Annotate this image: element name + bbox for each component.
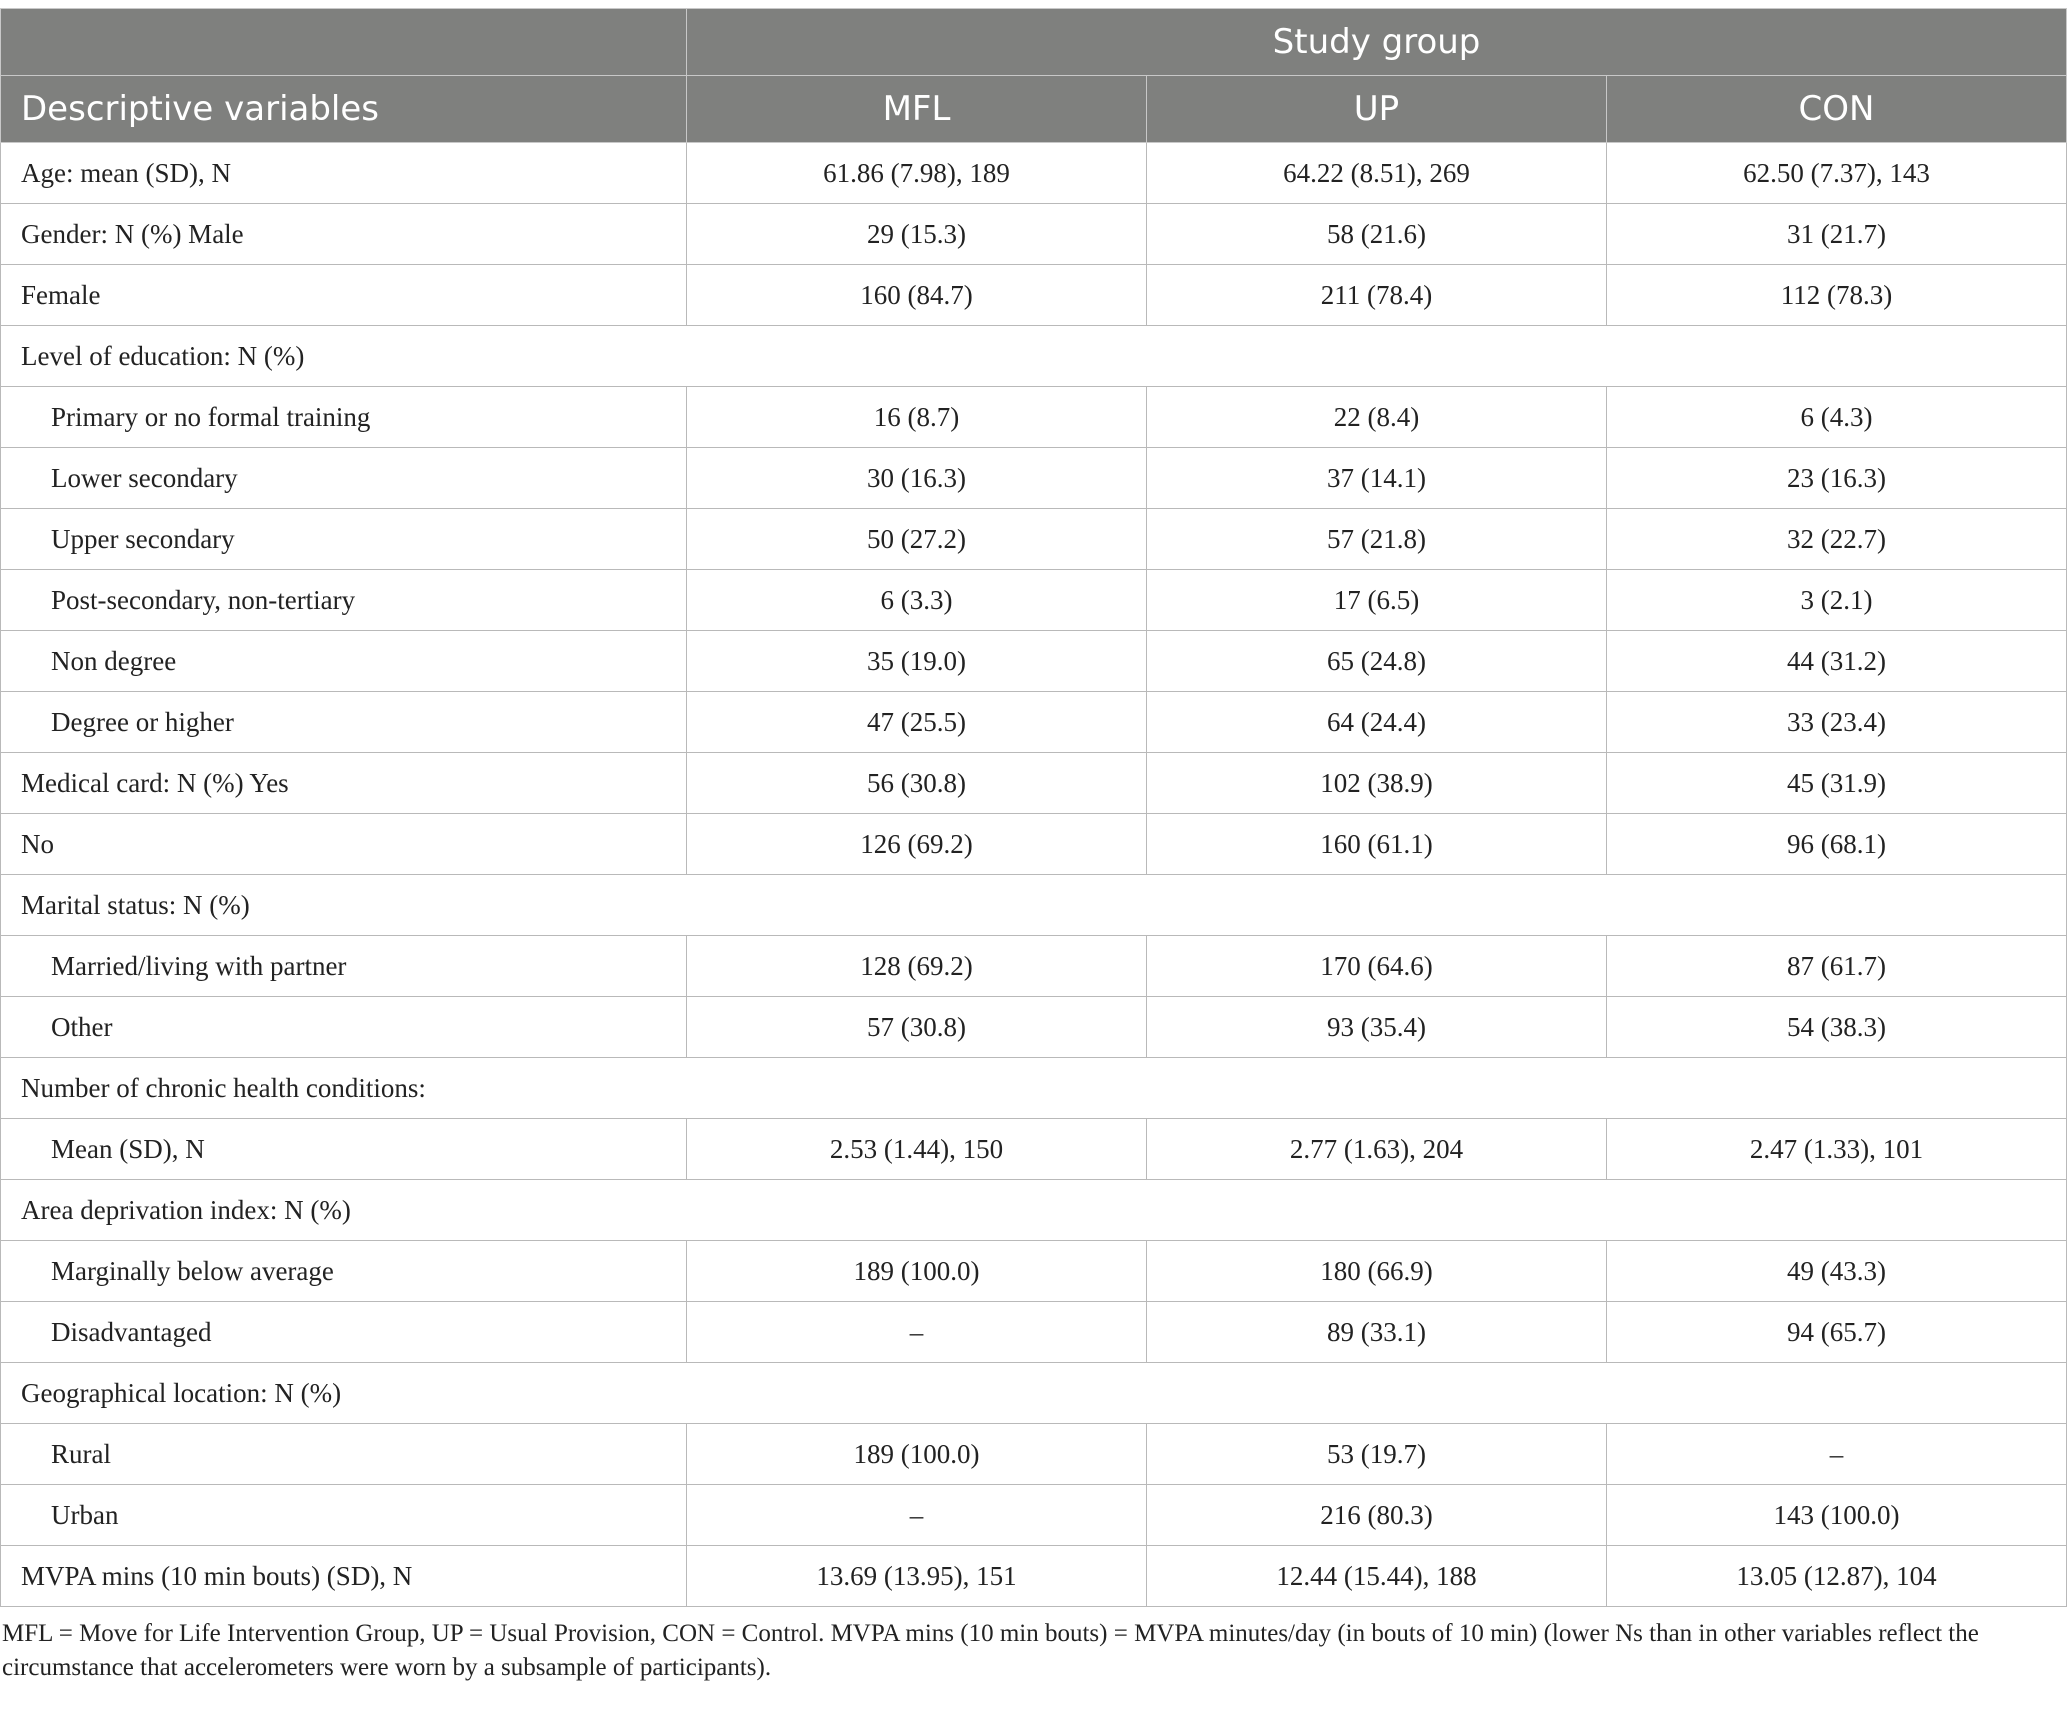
- column-header-mfl: MFL: [687, 76, 1147, 143]
- row-value-up: 12.44 (15.44), 188: [1147, 1546, 1607, 1607]
- row-value-mfl: 13.69 (13.95), 151: [687, 1546, 1147, 1607]
- table-row: [1, 631, 2067, 692]
- table-footnote: MFL = Move for Life Intervention Group, UP = Usual Provision, CON = Control. MVPA mins (10 min bouts) = MVPA minutes/day (in bouts of 10 min) (lower Ns than in other variables reflect the circumstance that accelerometers were worn by a subsample of participants).: [2, 1620, 1979, 1681]
- row-label: Non degree: [1, 631, 687, 692]
- table-row: [1, 692, 2067, 753]
- row-value-mfl: 29 (15.3): [687, 204, 1147, 265]
- row-label: Level of education: N (%): [1, 326, 2067, 387]
- row-label: Other: [1, 997, 687, 1058]
- table-row: [1, 1119, 2067, 1180]
- row-value-mfl: 128 (69.2): [687, 936, 1147, 997]
- variables-column-header: Descriptive variables: [1, 76, 687, 143]
- row-value-con: 6 (4.3): [1607, 387, 2067, 448]
- row-value-mfl: 57 (30.8): [687, 997, 1147, 1058]
- row-value-con: 32 (22.7): [1607, 509, 2067, 570]
- row-value-up: 53 (19.7): [1147, 1424, 1607, 1485]
- table-row: [1, 509, 2067, 570]
- header-row-group: [1, 9, 2067, 76]
- table-row: [1, 936, 2067, 997]
- row-value-up: 37 (14.1): [1147, 448, 1607, 509]
- table-section-row: [1, 875, 2067, 936]
- row-label: Urban: [1, 1485, 687, 1546]
- row-value-mfl: 30 (16.3): [687, 448, 1147, 509]
- row-value-con: 13.05 (12.87), 104: [1607, 1546, 2067, 1607]
- row-value-con: –: [1607, 1424, 2067, 1485]
- row-value-con: 23 (16.3): [1607, 448, 2067, 509]
- row-value-mfl: 189 (100.0): [687, 1424, 1147, 1485]
- row-value-mfl: 61.86 (7.98), 189: [687, 143, 1147, 204]
- row-value-con: 54 (38.3): [1607, 997, 2067, 1058]
- row-value-up: 64.22 (8.51), 269: [1147, 143, 1607, 204]
- row-label: Rural: [1, 1424, 687, 1485]
- row-label: MVPA mins (10 min bouts) (SD), N: [1, 1546, 687, 1607]
- row-value-con: 44 (31.2): [1607, 631, 2067, 692]
- row-label: Mean (SD), N: [1, 1119, 687, 1180]
- table-row: [1, 753, 2067, 814]
- row-label: No: [1, 814, 687, 875]
- row-value-up: 211 (78.4): [1147, 265, 1607, 326]
- table-body: [1, 143, 2067, 1607]
- row-label: Female: [1, 265, 687, 326]
- study-group-header: Study group: [687, 9, 2067, 76]
- row-value-con: 33 (23.4): [1607, 692, 2067, 753]
- row-label: Lower secondary: [1, 448, 687, 509]
- row-value-up: 216 (80.3): [1147, 1485, 1607, 1546]
- row-value-up: 170 (64.6): [1147, 936, 1607, 997]
- table-row: [1, 204, 2067, 265]
- row-label: Marital status: N (%): [1, 875, 2067, 936]
- row-value-con: 2.47 (1.33), 101: [1607, 1119, 2067, 1180]
- row-value-mfl: –: [687, 1485, 1147, 1546]
- table-row: [1, 570, 2067, 631]
- row-value-up: 65 (24.8): [1147, 631, 1607, 692]
- table-section-row: [1, 1363, 2067, 1424]
- row-value-mfl: 50 (27.2): [687, 509, 1147, 570]
- row-value-up: 89 (33.1): [1147, 1302, 1607, 1363]
- table-row: [1, 387, 2067, 448]
- row-value-mfl: 2.53 (1.44), 150: [687, 1119, 1147, 1180]
- table-row: [1, 265, 2067, 326]
- table-section-row: [1, 326, 2067, 387]
- row-value-mfl: 126 (69.2): [687, 814, 1147, 875]
- table-row: [1, 1485, 2067, 1546]
- row-value-con: 62.50 (7.37), 143: [1607, 143, 2067, 204]
- column-header-con: CON: [1607, 76, 2067, 143]
- row-value-con: 94 (65.7): [1607, 1302, 2067, 1363]
- row-value-up: 93 (35.4): [1147, 997, 1607, 1058]
- row-label: Post-secondary, non-tertiary: [1, 570, 687, 631]
- row-value-mfl: 16 (8.7): [687, 387, 1147, 448]
- row-value-con: 3 (2.1): [1607, 570, 2067, 631]
- table-row: [1, 814, 2067, 875]
- row-value-mfl: 189 (100.0): [687, 1241, 1147, 1302]
- row-label: Primary or no formal training: [1, 387, 687, 448]
- row-label: Marginally below average: [1, 1241, 687, 1302]
- descriptive-table: [0, 8, 2067, 1607]
- table-section-row: [1, 1180, 2067, 1241]
- row-value-con: 112 (78.3): [1607, 265, 2067, 326]
- row-label: Number of chronic health conditions:: [1, 1058, 2067, 1119]
- row-label: Disadvantaged: [1, 1302, 687, 1363]
- row-value-con: 143 (100.0): [1607, 1485, 2067, 1546]
- table-row: [1, 448, 2067, 509]
- table-header: [1, 9, 2067, 143]
- table-section-row: [1, 1058, 2067, 1119]
- row-value-con: 87 (61.7): [1607, 936, 2067, 997]
- row-value-mfl: 6 (3.3): [687, 570, 1147, 631]
- row-label: Upper secondary: [1, 509, 687, 570]
- table-row: [1, 1424, 2067, 1485]
- row-label: Area deprivation index: N (%): [1, 1180, 2067, 1241]
- header-row-columns: [1, 76, 2067, 143]
- row-value-up: 160 (61.1): [1147, 814, 1607, 875]
- row-value-mfl: 35 (19.0): [687, 631, 1147, 692]
- row-value-up: 180 (66.9): [1147, 1241, 1607, 1302]
- row-value-mfl: 56 (30.8): [687, 753, 1147, 814]
- column-header-up: UP: [1147, 76, 1607, 143]
- table-row: [1, 143, 2067, 204]
- table-row: [1, 997, 2067, 1058]
- row-value-up: 102 (38.9): [1147, 753, 1607, 814]
- table-row: [1, 1302, 2067, 1363]
- row-value-con: 96 (68.1): [1607, 814, 2067, 875]
- row-value-up: 2.77 (1.63), 204: [1147, 1119, 1607, 1180]
- table-row: [1, 1546, 2067, 1607]
- row-value-up: 17 (6.5): [1147, 570, 1607, 631]
- row-value-up: 22 (8.4): [1147, 387, 1607, 448]
- row-value-up: 57 (21.8): [1147, 509, 1607, 570]
- row-label: Geographical location: N (%): [1, 1363, 2067, 1424]
- row-label: Medical card: N (%) Yes: [1, 753, 687, 814]
- table-row: [1, 1241, 2067, 1302]
- row-label: Degree or higher: [1, 692, 687, 753]
- row-value-up: 58 (21.6): [1147, 204, 1607, 265]
- row-value-mfl: 160 (84.7): [687, 265, 1147, 326]
- row-value-con: 45 (31.9): [1607, 753, 2067, 814]
- row-value-up: 64 (24.4): [1147, 692, 1607, 753]
- table-container: [0, 8, 2067, 1685]
- row-value-mfl: 47 (25.5): [687, 692, 1147, 753]
- row-label: Age: mean (SD), N: [1, 143, 687, 204]
- row-value-con: 49 (43.3): [1607, 1241, 2067, 1302]
- row-value-mfl: –: [687, 1302, 1147, 1363]
- row-value-con: 31 (21.7): [1607, 204, 2067, 265]
- row-label: Married/living with partner: [1, 936, 687, 997]
- header-empty-cell: [1, 9, 687, 76]
- row-label: Gender: N (%) Male: [1, 204, 687, 265]
